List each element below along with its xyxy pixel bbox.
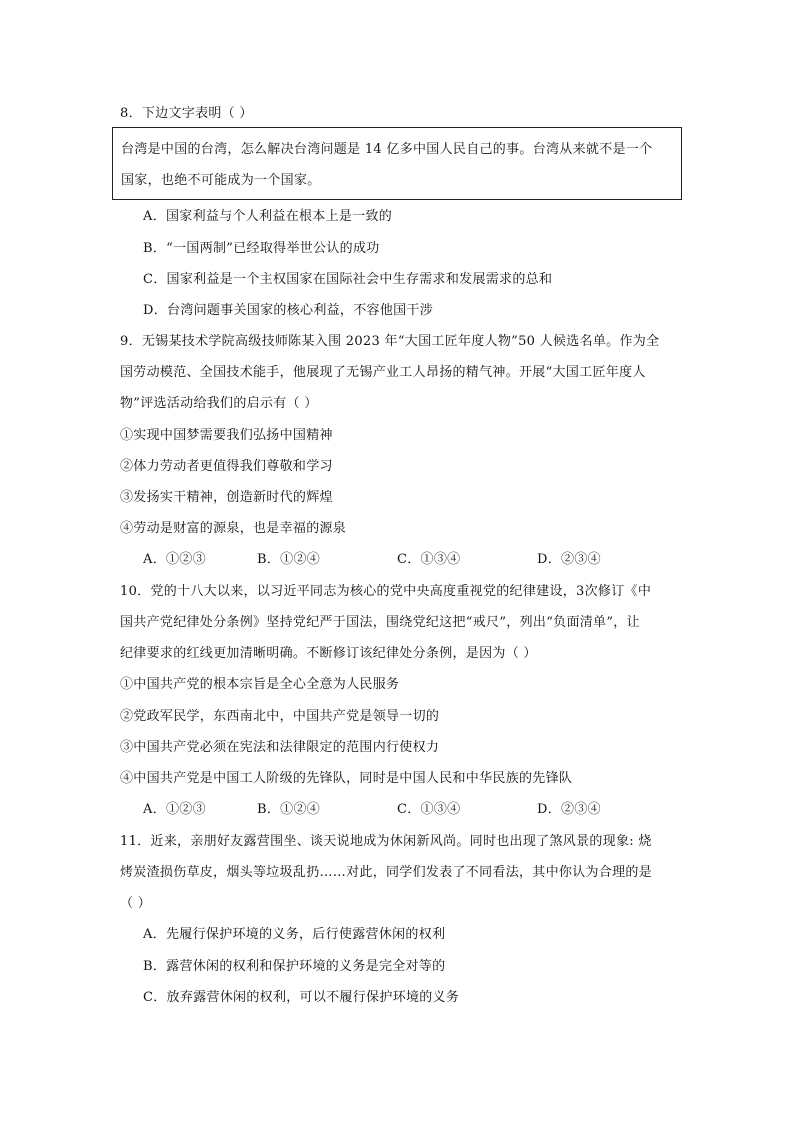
q9-choices — [0, 550, 794, 570]
q9-stem-line-1: 9．无锡某技术学院高级技师陈某入围 2023 年“大国工匠年度人物”50 人候选名单。作为全 — [120, 334, 660, 349]
q11-option-c: C．放弃露营休闲的权利，可以不履行保护环境的义务 — [143, 990, 460, 1005]
q9-choice-a: A．①②③ — [143, 552, 206, 567]
q10-statement-3: ③中国共产党必须在宪法和法律限定的范围内行使权力 — [120, 740, 440, 755]
q11-option-a: A．先履行保护环境的义务，后行使露营休闲的权利 — [143, 927, 446, 942]
q10-statement-2: ②党政军民学，东西南北中，中国共产党是领导一切的 — [120, 709, 440, 724]
q9-statement-4: ④劳动是财富的源泉，也是幸福的源泉 — [120, 521, 347, 536]
q10-choice-c: C．①③④ — [397, 802, 461, 817]
q8-option-d: D．台湾问题事关国家的核心利益，不容他国干涉 — [143, 303, 434, 318]
q8-option-c: C．国家利益是一个主权国家在国际社会中生存需求和发展需求的总和 — [143, 272, 553, 287]
q10-choice-b: B．①②④ — [257, 802, 321, 817]
q9-statement-1: ①实现中国梦需要我们弘扬中国精神 — [120, 428, 333, 443]
q10-stem-line-1: 10．党的十八大以来，以习近平同志为核心的党中央高度重视党的纪律建设，3次修订《中 — [120, 584, 652, 599]
q10-statement-1: ①中国共产党的根本宗旨是全心全意为人民服务 — [120, 677, 400, 692]
q11-stem-line-2: 烤炭渣损伤草皮，烟头等垃圾乱扔……对此，同学们发表了不同看法，其中你认为合理的是 — [120, 865, 653, 880]
q8-quote-box — [112, 127, 682, 200]
q9-choice-b: B．①②④ — [257, 552, 321, 567]
q9-stem-line-2: 国劳动模范、全国技术能手，他展现了无锡产业工人昂扬的精气神。开展“大国工匠年度人 — [120, 365, 646, 380]
q10-choice-a: A．①②③ — [143, 802, 206, 817]
q9-statement-3: ③发扬实干精神，创造新时代的辉煌 — [120, 490, 333, 505]
q10-stem-line-3: 纪律要求的红线更加清晰明确。不断修订该纪律处分条例，是因为（ ） — [120, 646, 537, 661]
q8-stem: 8．下边文字表明（ ） — [120, 106, 253, 121]
q10-choices — [0, 800, 794, 820]
q8-quote-line-1: 台湾是中国的台湾，怎么解决台湾问题是 14 亿多中国人民自己的事。台湾从来就不是一个 — [121, 142, 653, 157]
q9-statement-2: ②体力劳动者更值得我们尊敬和学习 — [120, 459, 333, 474]
q11-stem-line-3: （ ） — [120, 896, 152, 911]
q8-option-a: A．国家利益与个人利益在根本上是一致的 — [143, 209, 393, 224]
q10-choice-d: D．②③④ — [537, 802, 601, 817]
q11-stem-line-1: 11．近来，亲朋好友露营围坐、谈天说地成为休闲新风尚。同时也出现了煞风景的现象: 烧 — [120, 834, 652, 849]
q9-choice-c: C．①③④ — [397, 552, 461, 567]
q9-stem-line-3: 物”评选活动给我们的启示有（ ） — [120, 396, 318, 411]
q9-choice-d: D．②③④ — [537, 552, 601, 567]
q11-option-b: B．露营休闲的权利和保护环境的义务是完全对等的 — [143, 959, 446, 974]
q8-option-b: B．“一国两制”已经取得举世公认的成功 — [143, 241, 380, 256]
q8-quote-line-2: 国家，也绝不可能成为一个国家。 — [121, 173, 321, 188]
q10-stem-line-2: 国共产党纪律处分条例》坚持党纪严于国法，围绕党纪这把“戒尺”，列出“负面清单”，让 — [120, 615, 640, 630]
q10-statement-4: ④中国共产党是中国工人阶级的先锋队，同时是中国人民和中华民族的先锋队 — [120, 771, 573, 786]
